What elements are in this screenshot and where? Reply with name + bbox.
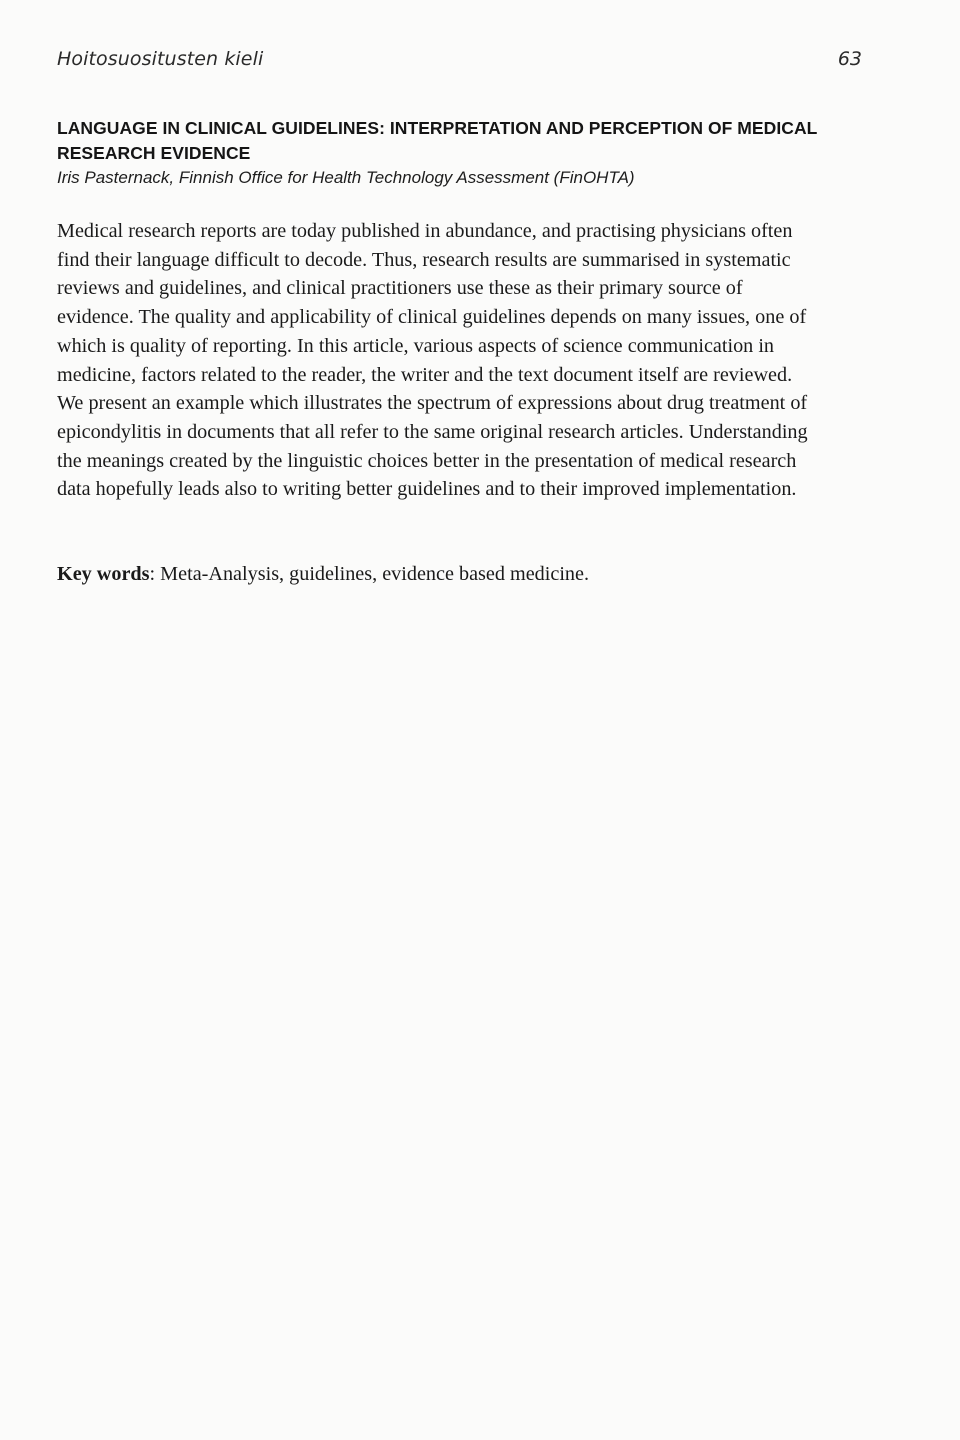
article-title: LANGUAGE IN CLINICAL GUIDELINES: INTERPRETATION AND PERCEPTION OF MEDICAL RESEARCH EVIDENCE bbox=[57, 118, 818, 163]
author-affiliation: Iris Pasternack, Finnish Office for Health Technology Assessment (FinOHTA) bbox=[57, 168, 635, 187]
abstract-paragraph: Medical research reports are today published in abundance, and practising physicians often find their language difficult to decode. Thus, research results are summarised in systematic reviews and guidelines, and clinical practitioners use these as their primary source of evidence. The quality and applicability of clinical guidelines depends on many issues, one of which is quality of reporting. In this article, various aspects of science communication in medicine, factors related to the reader, the writer and the text document itself are reviewed. We present an example which illustrates the spectrum of expressions about drug treatment of epicondylitis in documents that all refer to the same original research articles. Understanding the meanings created by the linguistic choices better in the presentation of medical research data hopefully leads also to writing better guidelines and to their improved implementation. bbox=[57, 220, 808, 501]
running-title: Hoitosuositusten kieli bbox=[57, 48, 264, 70]
page-number: 63 bbox=[837, 48, 862, 70]
keywords-text: : Meta-Analysis, guidelines, evidence based medicine. bbox=[149, 563, 590, 585]
keywords-line bbox=[57, 560, 589, 588]
keywords-label: Key words bbox=[57, 563, 150, 585]
